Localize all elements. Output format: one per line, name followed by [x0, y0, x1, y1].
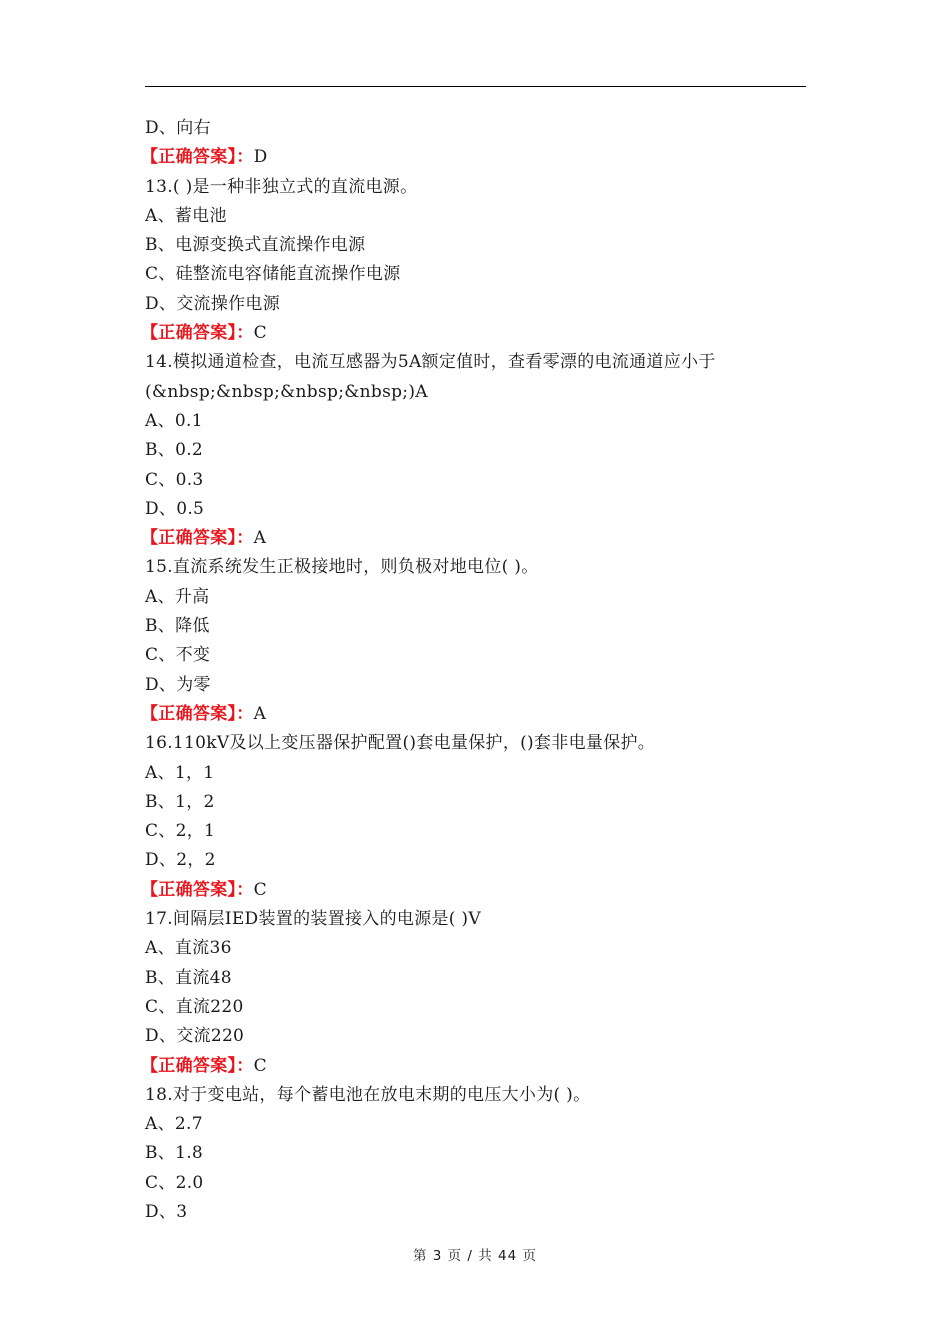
question-line: 18.对于变电站，每个蓄电池在放电末期的电压大小为( )。	[145, 1084, 591, 1105]
option-line: D、向右	[145, 118, 211, 138]
option-line: D、交流220	[145, 1026, 245, 1047]
option-line: C、硅整流电容储能直流操作电源	[145, 264, 401, 285]
question-line: 15.直流系统发生正极接地时，则负极对地电位( )。	[145, 557, 539, 578]
answer-line	[141, 876, 806, 905]
answer-label: 【正确答案】：	[141, 703, 254, 724]
question-line: (&nbsp;&nbsp;&nbsp;&nbsp;)A	[145, 381, 428, 402]
answer-line	[141, 143, 806, 172]
option-line: D、3	[145, 1201, 188, 1222]
option-line: A、2.7	[145, 1114, 203, 1135]
answer-value: C	[253, 323, 267, 344]
page-content	[141, 114, 806, 1227]
question-line: 17.间隔层IED装置的装置接入的电源是( )V	[145, 909, 481, 930]
option-line: A、1，1	[145, 762, 215, 783]
page-footer: 第 3 页 / 共 44 页	[412, 1248, 538, 1264]
answer-label: 【正确答案】：	[141, 1055, 254, 1076]
option-line: A、0.1	[145, 410, 203, 431]
answer-value: C	[253, 1055, 267, 1076]
answer-label: 【正确答案】：	[141, 528, 254, 549]
answer-line	[141, 1052, 806, 1081]
option-line: C、2，1	[145, 821, 216, 842]
option-line: B、1，2	[145, 791, 215, 812]
answer-label: 【正确答案】：	[141, 323, 254, 344]
question-line: 16.110kV及以上变压器保护配置()套电量保护，()套非电量保护。	[145, 733, 656, 754]
answer-label: 【正确答案】：	[141, 147, 254, 168]
option-line: D、为零	[145, 674, 211, 695]
option-line: D、2，2	[145, 850, 216, 871]
option-line: B、0.2	[145, 440, 204, 461]
answer-line	[141, 700, 806, 729]
option-line: A、蓄电池	[145, 205, 227, 226]
question-line: 13.( )是一种非独立式的直流电源。	[145, 176, 418, 197]
answer-line	[141, 524, 806, 553]
option-line: B、降低	[145, 616, 210, 637]
option-line: A、直流36	[145, 938, 232, 959]
option-line: D、0.5	[145, 498, 205, 519]
answer-value: D	[253, 147, 268, 168]
option-line: B、电源变换式直流操作电源	[145, 235, 366, 256]
answer-label: 【正确答案】：	[141, 879, 254, 900]
option-line: A、升高	[145, 586, 210, 607]
option-line: C、直流220	[145, 996, 244, 1017]
answer-value: A	[253, 703, 267, 724]
option-line: C、不变	[145, 645, 211, 666]
answer-value: C	[253, 879, 267, 900]
option-line: D、交流操作电源	[145, 293, 281, 314]
option-line: B、直流48	[145, 967, 232, 988]
option-line: C、0.3	[145, 469, 204, 490]
answer-line	[141, 319, 806, 348]
question-line: 14.模拟通道检查，电流互感器为5A额定值时，查看零漂的电流通道应小于	[145, 352, 716, 373]
option-line: C、2.0	[145, 1172, 204, 1193]
option-line: B、1.8	[145, 1143, 204, 1164]
answer-value: A	[253, 528, 267, 549]
header-rule	[145, 86, 806, 87]
